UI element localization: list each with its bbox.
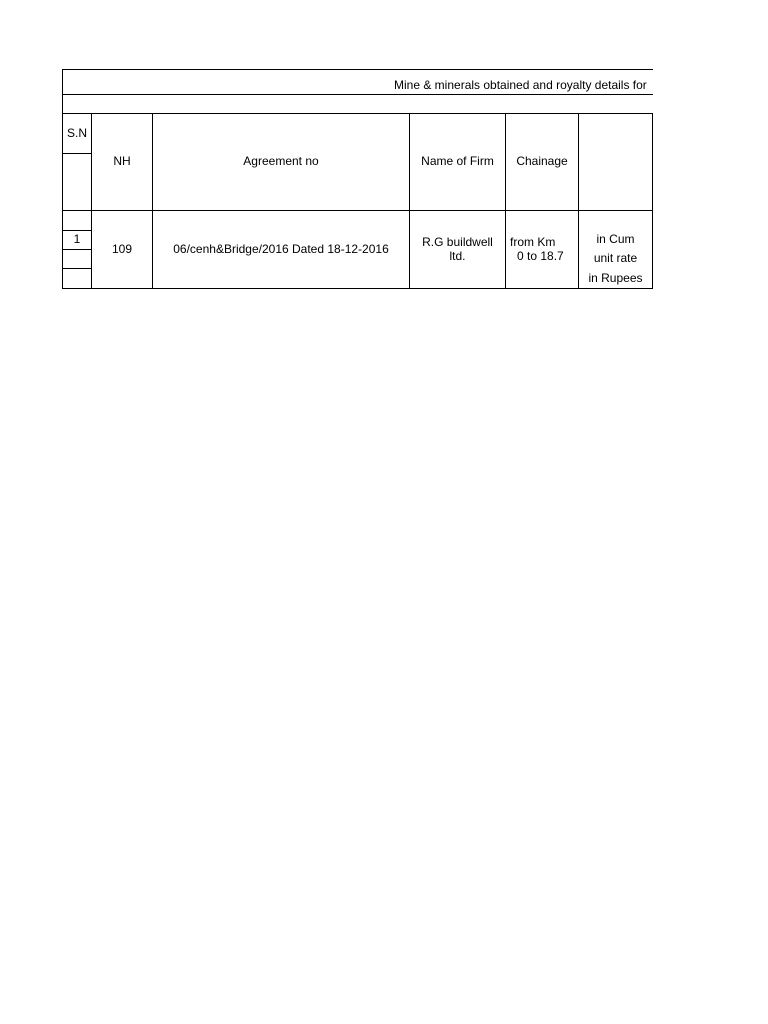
cell-firm-line2: ltd. [449, 249, 466, 263]
header-chainage: Chainage [516, 154, 568, 168]
header-sn: S.N [67, 126, 88, 140]
border-header-bottom [62, 210, 653, 211]
border-sn-sub-1 [62, 230, 92, 231]
cell-chainage-line2: 0 to 18.7 [517, 249, 564, 263]
border-col-firm [505, 113, 506, 289]
cell-firm-line1: R.G buildwell [422, 235, 493, 249]
cell-unit-line2: unit rate [593, 251, 638, 265]
cell-nh: 109 [111, 242, 133, 256]
cell-sn: 1 [73, 232, 81, 246]
border-bottom [62, 288, 653, 289]
border-sn-sub-3 [62, 268, 92, 269]
border-sn-split [62, 153, 92, 154]
border-right [652, 113, 653, 289]
header-firm: Name of Firm [421, 154, 494, 168]
border-under-title [62, 94, 653, 95]
border-sn-sub-2 [62, 249, 92, 250]
border-header-top [62, 113, 653, 114]
cell-agreement: 06/cenh&Bridge/2016 Dated 18-12-2016 [173, 242, 389, 256]
report-title-cell [63, 70, 652, 94]
cell-unit-line1: in Cum [596, 232, 635, 246]
report-title: Mine & minerals obtained and royalty details for [394, 78, 647, 92]
border-col-sn [91, 113, 92, 289]
cell-chainage-line1: from Km [510, 235, 556, 249]
border-col-nh [152, 113, 153, 289]
header-nh: NH [113, 154, 131, 168]
cell-unit-line3: in Rupees [588, 271, 643, 285]
border-left [62, 69, 63, 289]
header-agreement: Agreement no [243, 154, 319, 168]
